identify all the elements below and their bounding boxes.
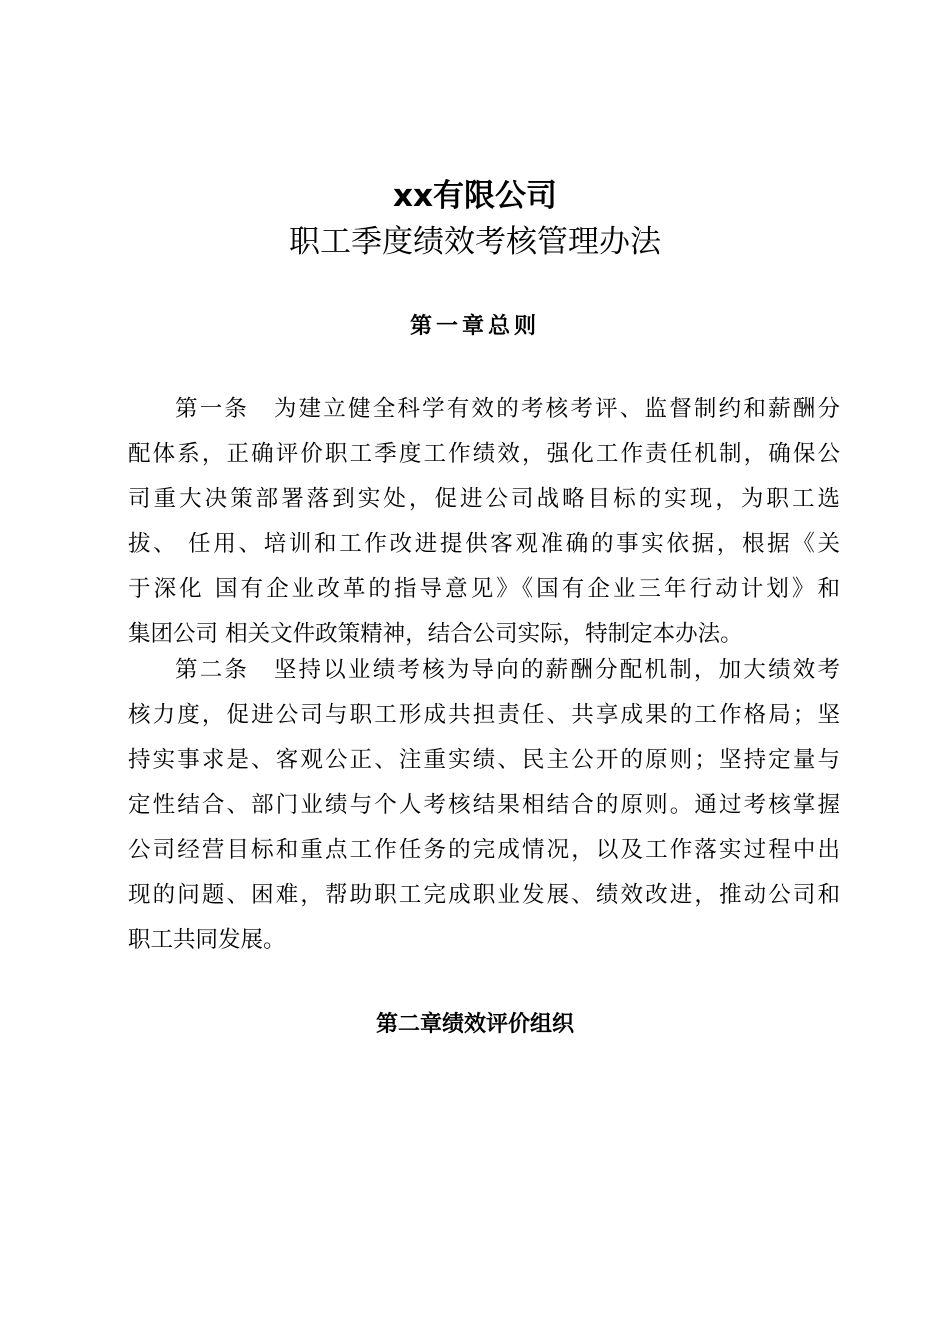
article-1-line: 第一条 为建立健全科学有效的考核考评、监督制约和薪酬分 <box>175 396 840 422</box>
article-2-line: 定性结合、部门业绩与个人考核结果相结合的原则。通过考核掌握 <box>128 792 840 818</box>
article-1-line: 配体系，正确评价职工季度工作绩效，强化工作责任机制，确保公 <box>128 441 840 467</box>
document-title: 职工季度绩效考核管理办法 <box>289 224 661 260</box>
article-2-line: 公司经营目标和重点工作任务的完成情况，以及工作落实过程中出 <box>128 837 840 863</box>
article-1-line: 拔、 任用、培训和工作改进提供客观准确的事实依据，根据《关 <box>128 531 840 557</box>
chapter-2-heading: 第二章绩效评价组织 <box>375 1012 574 1037</box>
article-1-paragraph <box>128 387 840 657</box>
article-2-line: 核力度，促进公司与职工形成共担责任、共享成果的工作格局；坚 <box>128 702 840 728</box>
article-2-line: 现的问题、困难，帮助职工完成职业发展、绩效改进，推动公司和 <box>128 882 840 908</box>
article-2-paragraph <box>128 648 840 963</box>
article-2-line: 持实事求是、客观公正、注重实绩、民主公开的原则；坚持定量与 <box>128 747 840 773</box>
article-2-line: 第二条 坚持以业绩考核为导向的薪酬分配机制，加大绩效考 <box>175 657 840 683</box>
article-2-line: 职工共同发展。 <box>128 927 286 953</box>
article-1-line: 司重大决策部署落到实处，促进公司战略目标的实现，为职工选 <box>128 486 840 512</box>
company-title: xx有限公司 <box>393 178 557 214</box>
chapter-1-heading: 第一章总则 <box>409 314 540 339</box>
article-1-line: 于深化 国有企业改革的指导意见》《国有企业三年行动计划》和 <box>128 576 840 602</box>
article-1-line: 集团公司 相关文件政策精神，结合公司实际，特制定本办法。 <box>128 621 743 647</box>
